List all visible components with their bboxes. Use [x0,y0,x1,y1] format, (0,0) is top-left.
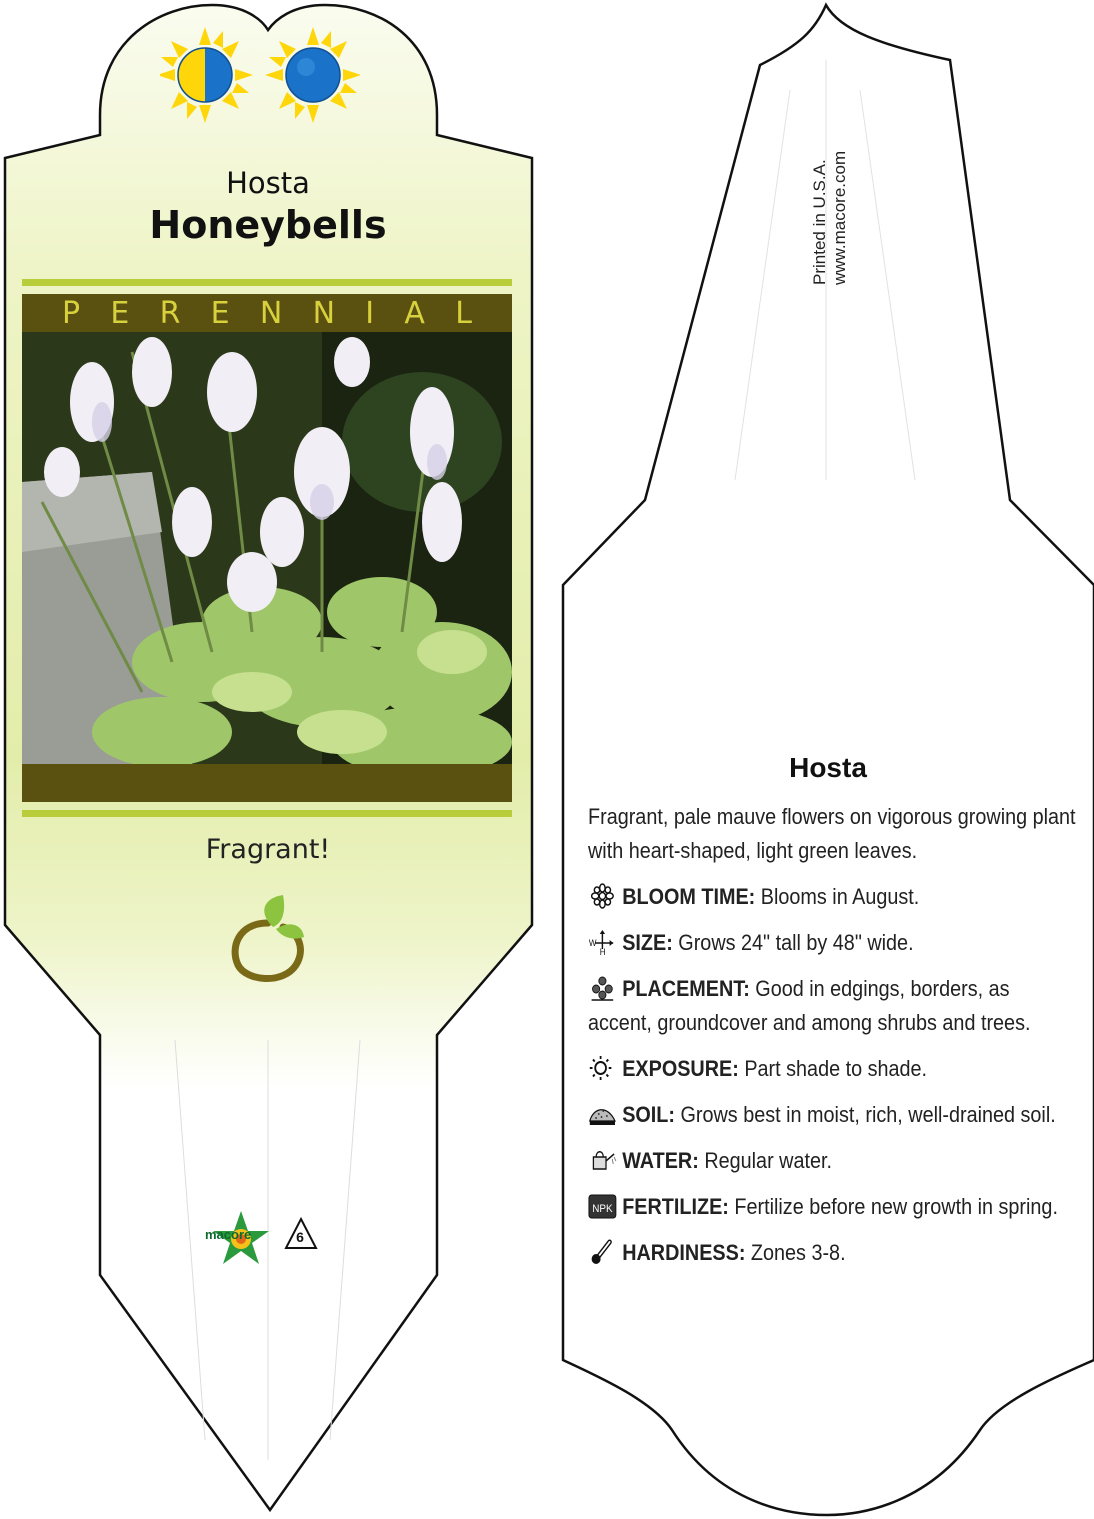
seedling-swirl-icon [228,893,308,985]
part-shade-sun-icon [160,27,253,123]
watering-can-icon [588,1147,617,1173]
care-info [588,800,1078,1282]
flower-icon [588,883,617,909]
category-letter: N [259,295,283,331]
care-label: WATER: [622,1148,699,1173]
printed-line: www.macore.com [830,150,849,285]
category-letter: R [159,295,181,331]
care-row-placement [588,972,1078,1040]
placement-flowers-icon [588,975,617,1001]
care-value: Fertilize before new growth in spring. [728,1194,1058,1219]
plant-genus: Hosta [226,166,310,200]
care-label: EXPOSURE: [622,1056,739,1081]
fertilizer-bag-icon [588,1193,617,1219]
care-row-bloom-time [588,880,1078,914]
care-row-hardiness [588,1236,1078,1270]
care-value: Regular water. [698,1148,832,1173]
care-row-size [588,926,1078,960]
category-banner [22,294,512,332]
exposure-icons [160,20,360,130]
back-title: Hosta [789,752,867,783]
category-letter: E [110,295,130,331]
care-value: Part shade to shade. [738,1056,928,1081]
care-value: Blooms in August. [755,884,920,909]
size-h-text: H [599,946,606,955]
plant-description: Fragrant, pale mauve flowers on vigorous growing plant with heart-shaped, light green leaves. [588,804,1076,863]
soil-mound-icon [588,1101,617,1127]
size-arrows-icon [588,929,617,955]
care-label: HARDINESS: [622,1240,746,1265]
category-letter: E [210,295,230,331]
plant-photo [22,332,512,764]
printed-line: Printed in U.S.A. [810,159,829,285]
care-label: PLACEMENT: [622,976,750,1001]
category-letter: P [62,295,81,331]
care-value: Zones 3-8. [745,1240,846,1265]
plant-cultivar: Honeybells [149,203,387,247]
tagline: Fragrant! [205,834,331,865]
care-row-soil [588,1098,1078,1132]
category-letter: A [404,295,425,331]
care-value: Good in edgings, borders, as accent, groundcover and among shrubs and trees. [588,976,1031,1035]
size-w-text: W [588,937,597,949]
care-value: Grows best in moist, rich, well-drained soil. [675,1102,1056,1127]
npk-text: NPK [592,1203,613,1216]
care-label: SOIL: [622,1102,676,1127]
care-row-exposure [588,1052,1078,1086]
care-row-fertilize [588,1190,1078,1224]
thermometer-icon [588,1239,617,1265]
full-shade-sun-icon [265,27,360,123]
category-letter: L [455,295,472,331]
recycle-code: 6 [296,1229,304,1245]
brand-name: macore [205,1227,252,1242]
care-label: FERTILIZE: [622,1194,729,1219]
care-label: SIZE: [622,930,673,955]
category-letter: I [365,295,375,331]
sun-outline-icon [588,1055,617,1081]
care-label: BLOOM TIME: [622,884,756,909]
care-row-water [588,1144,1078,1178]
category-letter: N [312,295,336,331]
printer-info [770,60,930,285]
care-value: Grows 24" tall by 48" wide. [672,930,914,955]
